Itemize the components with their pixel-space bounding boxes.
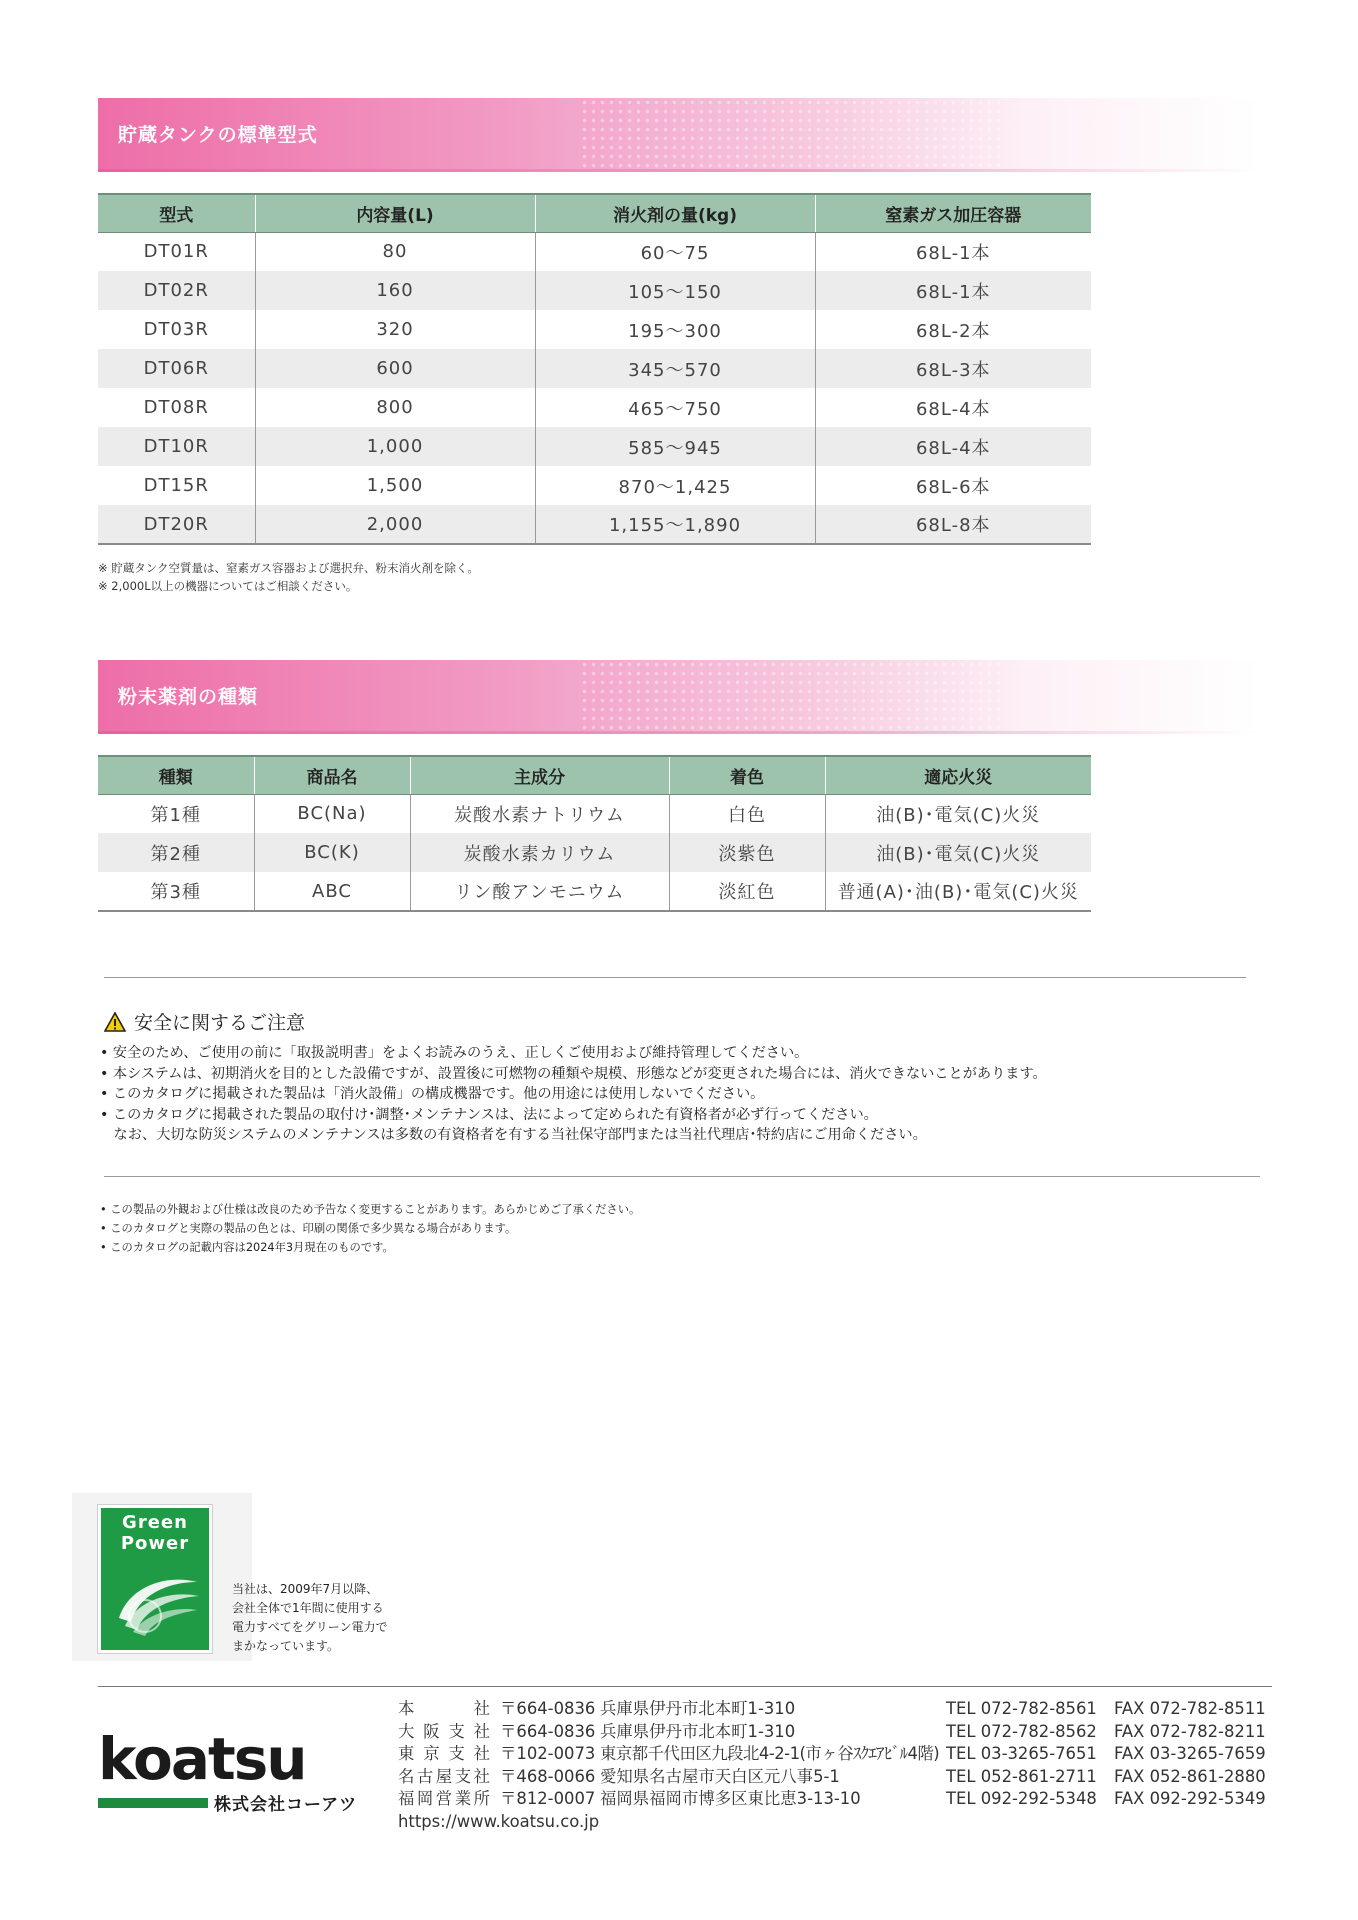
powder-col-fire: 適応火災 <box>825 756 1091 794</box>
list-item: • 本システムは、初期消火を目的とした設備ですが、設置後に可燃物の種類や規模、形態などが変更された場合には、消火できないことがあります。 <box>100 1065 1047 1082</box>
fire-cell: 油(B)･電気(C)火災 <box>825 794 1091 833</box>
company-logo-word: koatsu <box>98 1725 306 1793</box>
company-url-row <box>398 1811 939 1834</box>
office-fax: FAX 03-3265-7659 <box>1114 1744 1266 1764</box>
tank-note: ※ 2,000L以上の機器についてはご相談ください。 <box>98 579 358 593</box>
office-contacts <box>946 1698 1266 1811</box>
tank-note: ※ 貯蔵タンク空質量は、窒素ガス容器および選択弁、粉末消火剤を除く。 <box>98 561 479 575</box>
swirl-icon <box>101 1556 209 1646</box>
agent-cell: 585～945 <box>535 427 815 466</box>
capacity-cell: 600 <box>255 349 535 388</box>
table-row <box>98 271 1091 310</box>
nitrogen-cell: 68L-8本 <box>815 505 1091 544</box>
office-row <box>398 1766 939 1789</box>
model-cell: DT01R <box>143 241 209 263</box>
company-logo-sub <box>98 1790 357 1815</box>
divider <box>104 1176 1260 1177</box>
office-name: 本社 <box>398 1699 490 1718</box>
table-row <box>98 427 1091 466</box>
fire-cell: 普通(A)･油(B)･電気(C)火災 <box>825 872 1091 911</box>
capacity-cell: 80 <box>255 232 535 271</box>
color-cell: 淡紫色 <box>669 833 825 872</box>
brand-bar <box>98 1798 208 1808</box>
model-cell: DT03R <box>143 319 209 340</box>
model-cell: DT08R <box>143 397 209 418</box>
product-cell: BC(K) <box>254 833 410 872</box>
company-url[interactable]: https://www.koatsu.co.jp <box>398 1811 600 1831</box>
nitrogen-cell: 68L-4本 <box>815 427 1091 466</box>
green-power-logo <box>98 1505 212 1653</box>
table-row <box>98 794 1091 833</box>
office-tel: TEL 052-861-2711 <box>946 1766 1097 1786</box>
office-name: 名古屋支社 <box>398 1766 490 1786</box>
green-power-line: まかなっています。 <box>232 1639 340 1653</box>
nitrogen-cell: 68L-2本 <box>815 310 1091 349</box>
contact-row <box>946 1788 1266 1811</box>
green-power-line: 当社は、2009年7月以降、 <box>232 1582 379 1596</box>
product-cell: ABC <box>254 872 410 911</box>
capacity-cell: 160 <box>255 271 535 310</box>
office-fax: FAX 072-782-8211 <box>1114 1721 1266 1741</box>
office-tel: TEL 072-782-8562 <box>946 1721 1097 1741</box>
tank-section-underline <box>98 169 1258 172</box>
office-addresses <box>398 1698 939 1834</box>
tank-section-title: 貯蔵タンクの標準型式 <box>118 124 318 146</box>
tank-table-header <box>98 194 1091 232</box>
list-item: • このカタログと実際の製品の色とは、印刷の関係で多少異なる場合があります。 <box>100 1222 517 1235</box>
nitrogen-cell: 68L-1本 <box>815 232 1091 271</box>
ingredient-cell: 炭酸水素ナトリウム <box>410 794 669 833</box>
model-cell: DT06R <box>98 349 255 388</box>
tank-col-nitrogen: 窒素ガス加圧容器 <box>815 194 1091 232</box>
office-fax: FAX 072-782-8511 <box>1114 1699 1266 1718</box>
safety-title <box>104 1008 305 1035</box>
office-fax: FAX 052-861-2880 <box>1114 1766 1266 1786</box>
office-name: 東京支社 <box>398 1744 490 1764</box>
safety-title-text: 安全に関するご注意 <box>134 1012 306 1034</box>
list-item: • 安全のため、ご使用の前に「取扱説明書」をよくお読みのうえ、正しくご使用および維持管理してください。 <box>100 1045 809 1061</box>
table-row <box>98 872 1091 911</box>
powder-table <box>98 755 1091 912</box>
table-row <box>98 232 1091 271</box>
tank-section-header <box>98 98 1260 172</box>
office-zip: 〒664-0836 <box>500 1699 596 1718</box>
office-tel: TEL 03-3265-7651 <box>946 1744 1097 1764</box>
agent-cell: 465～750 <box>535 388 815 427</box>
list-item: • このカタログに掲載された製品の取付け･調整･メンテナンスは、法によって定められた有資格者が必ず行ってください。 <box>100 1106 878 1123</box>
tank-col-model: 型式 <box>98 194 255 232</box>
office-row <box>398 1788 939 1811</box>
powder-col-product: 商品名 <box>254 756 410 794</box>
list-item: • このカタログの記載内容は2024年3月現在のものです。 <box>100 1241 394 1254</box>
divider <box>98 1686 1272 1687</box>
ingredient-cell: リン酸アンモニウム <box>410 872 669 911</box>
green-power-text <box>232 1580 388 1656</box>
powder-col-ingredient: 主成分 <box>410 756 669 794</box>
office-name: 福岡営業所 <box>398 1789 490 1809</box>
tank-col-capacity: 内容量(L) <box>255 194 535 232</box>
model-cell: DT02R <box>98 271 255 310</box>
powder-table-header <box>98 756 1091 794</box>
safety-list <box>100 1043 1047 1146</box>
divider <box>104 977 1246 978</box>
type-cell: 第2種 <box>98 833 254 872</box>
model-cell: DT15R <box>143 475 209 496</box>
dot-pattern <box>580 660 1000 734</box>
product-cell: BC(Na) <box>254 794 410 833</box>
office-fax: FAX 092-292-5349 <box>1114 1789 1266 1809</box>
green-power-line: 会社全体で1年間に使用する <box>232 1601 384 1615</box>
office-tel: TEL 072-782-8561 <box>946 1699 1097 1718</box>
office-zip: 〒812-0007 <box>500 1789 596 1809</box>
nitrogen-cell: 68L-6本 <box>815 466 1091 505</box>
office-address: 愛知県名古屋市天白区元八事5-1 <box>600 1766 840 1786</box>
powder-section-header <box>98 660 1260 734</box>
capacity-cell: 1,500 <box>255 466 535 505</box>
table-row <box>98 388 1091 427</box>
green-power-line: 電力すべてをグリーン電力で <box>232 1620 388 1634</box>
type-cell: 第3種 <box>98 872 254 911</box>
table-row <box>98 505 1091 544</box>
powder-section-underline <box>98 731 1258 734</box>
tank-table <box>98 193 1091 545</box>
powder-col-color: 着色 <box>669 756 825 794</box>
list-item: • この製品の外観および仕様は改良のため予告なく変更することがあります。あらかじめご了承ください。 <box>100 1203 641 1216</box>
office-row <box>398 1698 939 1721</box>
model-cell: DT10R <box>98 427 255 466</box>
office-zip: 〒468-0066 <box>500 1766 596 1786</box>
powder-section-title: 粉末薬剤の種類 <box>118 686 259 708</box>
office-row <box>398 1721 939 1744</box>
contact-row <box>946 1766 1266 1789</box>
table-row <box>98 466 1091 505</box>
office-row <box>398 1743 939 1766</box>
contact-row <box>946 1721 1266 1744</box>
agent-cell: 105～150 <box>535 271 815 310</box>
capacity-cell: 2,000 <box>255 505 535 544</box>
table-row <box>98 349 1091 388</box>
type-cell: 第1種 <box>150 804 201 826</box>
office-address: 兵庫県伊丹市北本町1-310 <box>600 1699 796 1718</box>
fine-print <box>100 1200 640 1257</box>
table-row <box>98 310 1091 349</box>
agent-cell: 195～300 <box>535 310 815 349</box>
office-name: 大阪支社 <box>398 1721 490 1741</box>
capacity-cell: 1,000 <box>255 427 535 466</box>
office-address: 福岡県福岡市博多区東比恵3-13-10 <box>600 1789 861 1809</box>
model-cell: DT20R <box>98 505 255 544</box>
warning-icon <box>104 1012 126 1032</box>
ingredient-cell: 炭酸水素カリウム <box>410 833 669 872</box>
office-zip: 〒664-0836 <box>500 1721 596 1741</box>
nitrogen-cell: 68L-4本 <box>815 388 1091 427</box>
nitrogen-cell: 68L-1本 <box>815 271 1091 310</box>
capacity-cell: 320 <box>255 310 535 349</box>
color-cell: 白色 <box>669 794 825 833</box>
tank-col-agent: 消火剤の量(kg) <box>535 194 815 232</box>
agent-cell: 345～570 <box>535 349 815 388</box>
office-zip: 〒102-0073 <box>500 1744 596 1764</box>
nitrogen-cell: 68L-3本 <box>815 349 1091 388</box>
agent-cell: 1,155～1,890 <box>535 505 815 544</box>
green-power-logo-line2: Power <box>120 1533 190 1554</box>
company-logo <box>98 1725 358 1815</box>
contact-row <box>946 1698 1266 1721</box>
color-cell: 淡紅色 <box>669 872 825 911</box>
table-row <box>98 833 1091 872</box>
agent-cell: 870～1,425 <box>535 466 815 505</box>
office-tel: TEL 092-292-5348 <box>946 1789 1097 1809</box>
tank-notes <box>98 559 479 595</box>
powder-col-type: 種類 <box>98 756 254 794</box>
office-address: 東京都千代田区九段北4-2-1(市ヶ谷ｽｸｴｱﾋﾞﾙ4階) <box>600 1744 940 1764</box>
list-item: なお、大切な防災システムのメンテナンスは多数の有資格者を有する当社保守部門または当社代理店･特約店にご用命ください。 <box>100 1127 927 1143</box>
dot-pattern <box>580 98 1000 172</box>
office-address: 兵庫県伊丹市北本町1-310 <box>600 1721 796 1741</box>
capacity-cell: 800 <box>255 388 535 427</box>
green-power-logo-line1: Green <box>122 1512 188 1533</box>
list-item: • このカタログに掲載された製品は「消火設備」の構成機器です。他の用途には使用しないでください。 <box>100 1086 765 1102</box>
fire-cell: 油(B)･電気(C)火災 <box>825 833 1091 872</box>
company-logo-jp: 株式会社コーアツ <box>214 1795 358 1815</box>
contact-row <box>946 1743 1266 1766</box>
agent-cell: 60～75 <box>535 232 815 271</box>
